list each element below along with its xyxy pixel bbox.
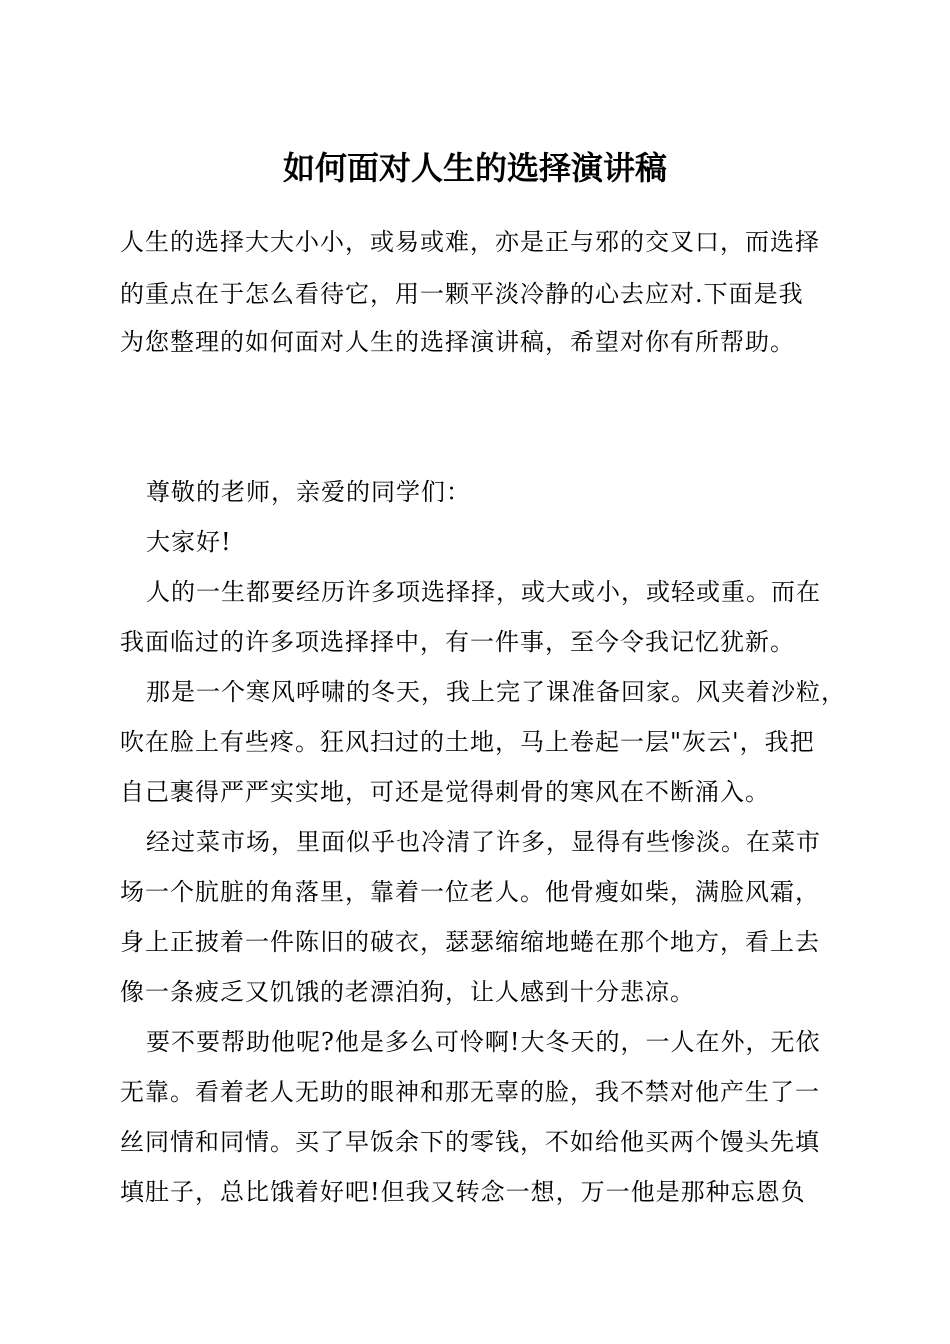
intro-line: 人生的选择大大小小，或易或难，亦是正与邪的交叉口，而选择	[120, 228, 820, 256]
paragraph-line: 我面临过的许多项选择择中，有一件事，至今令我记忆犹新。	[120, 628, 795, 656]
document-title: 如何面对人生的选择演讲稿	[282, 149, 667, 187]
greeting: 大家好!	[146, 528, 232, 556]
paragraph-line: 要不要帮助他呢?他是多么可怜啊!大冬天的，一人在外，无依	[146, 1028, 821, 1056]
paragraph-line: 像一条疲乏又饥饿的老漂泊狗，让人感到十分悲凉。	[120, 978, 695, 1006]
salutation: 尊敬的老师，亲爱的同学们：	[146, 478, 471, 506]
paragraph-line: 身上正披着一件陈旧的破衣，瑟瑟缩缩地蜷在那个地方，看上去	[120, 928, 820, 956]
paragraph-line: 人的一生都要经历许多项选择择，或大或小，或轻或重。而在	[146, 578, 821, 606]
paragraph-line: 经过菜市场，里面似乎也冷清了许多，显得有些惨淡。在菜市	[146, 828, 821, 856]
paragraph-line: 填肚子，总比饿着好吧!但我又转念一想，万一他是那种忘恩负	[120, 1178, 806, 1206]
paragraph-line: 自己裹得严严实实地，可还是觉得刺骨的寒风在不断涌入。	[120, 778, 770, 806]
paragraph-line: 场一个肮脏的角落里，靠着一位老人。他骨瘦如柴，满脸风霜，	[120, 878, 820, 906]
paragraph-line: 丝同情和同情。买了早饭余下的零钱，不如给他买两个馒头先填	[120, 1128, 820, 1156]
paragraph-line: 那是一个寒风呼啸的冬天，我上完了课准备回家。风夹着沙粒，	[146, 678, 846, 706]
intro-line: 的重点在于怎么看待它，用一颗平淡冷静的心去应对.下面是我	[120, 280, 804, 308]
paragraph-line: 吹在脸上有些疼。狂风扫过的土地，马上卷起一层"灰云'，我把	[120, 728, 815, 756]
intro-line: 为您整理的如何面对人生的选择演讲稿，希望对你有所帮助。	[120, 328, 795, 356]
paragraph-line: 无靠。看着老人无助的眼神和那无辜的脸，我不禁对他产生了一	[120, 1078, 820, 1106]
